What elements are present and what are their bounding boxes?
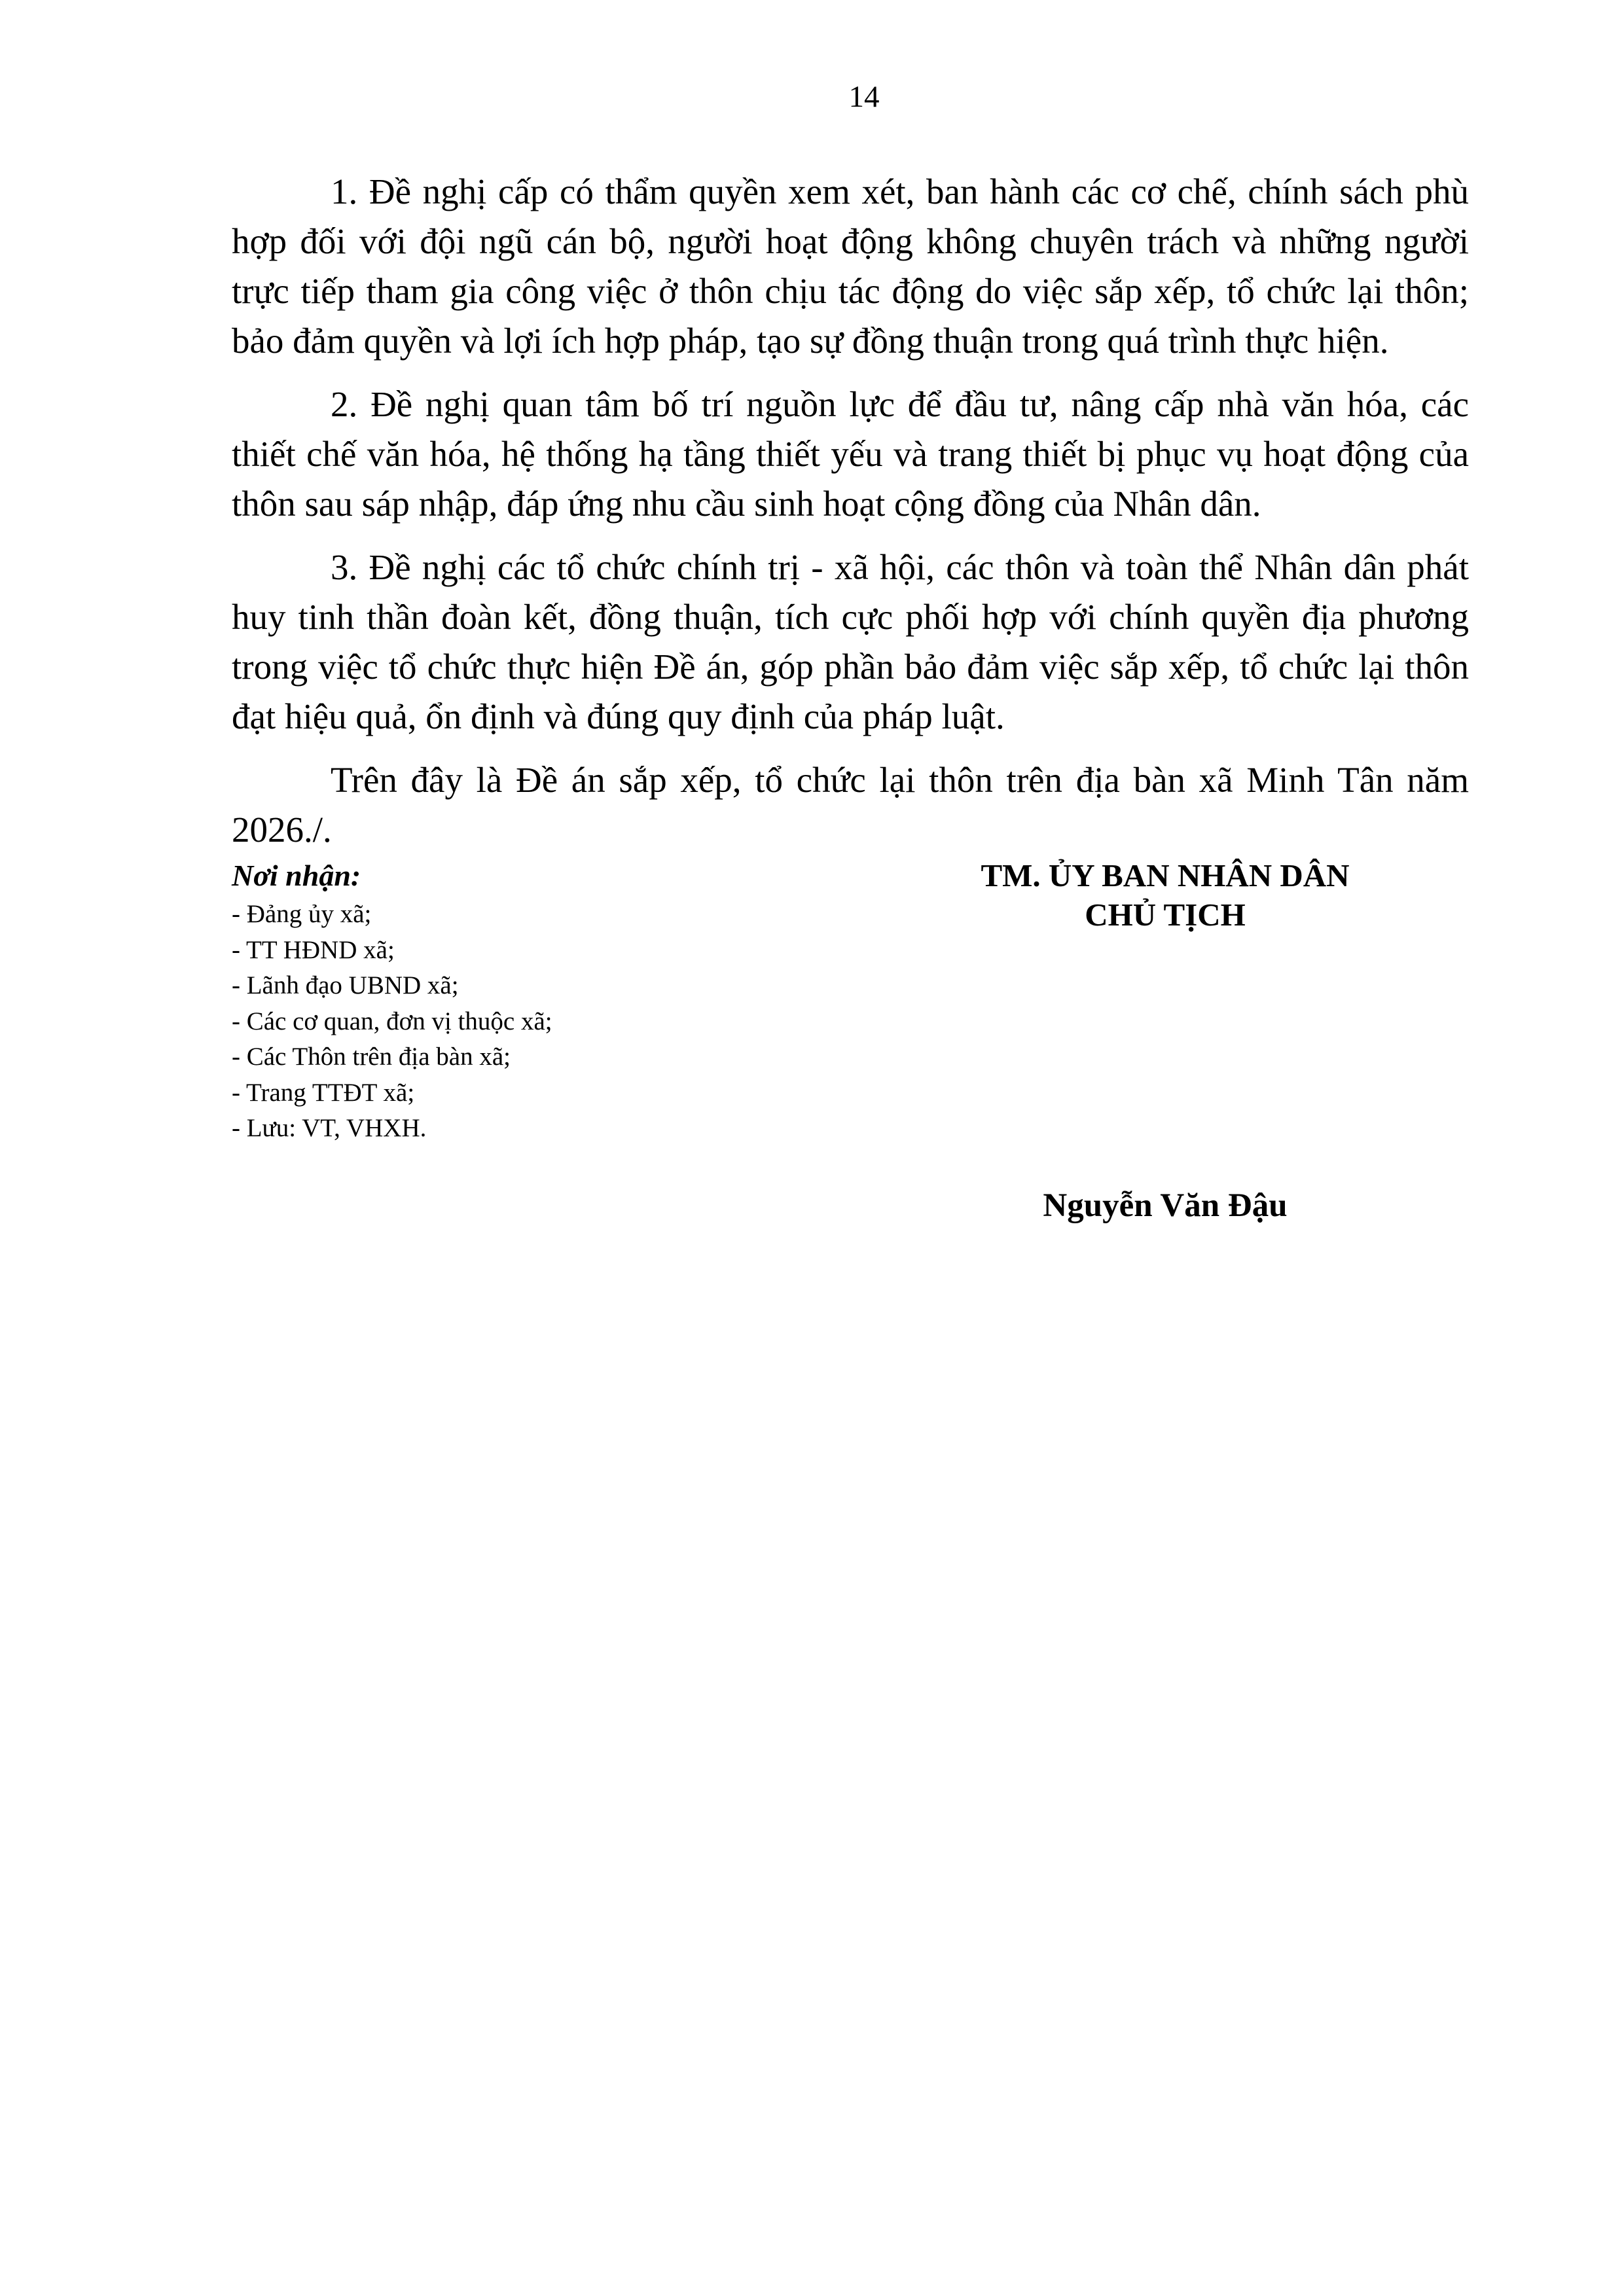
- signature-block: [884, 856, 1447, 935]
- recipient-item: - Các cơ quan, đơn vị thuộc xã;: [232, 1007, 552, 1035]
- recipient-item: - Đảng ủy xã;: [232, 900, 372, 928]
- paragraph-proposal-1: 1. Đề nghị cấp có thẩm quyền xem xét, ban hành các cơ chế, chính sách phù hợp đối với đội ngũ cán bộ, người hoạt động không chuyên trách và những người trực tiếp tham gia công việc ở thôn chịu tác động do việc sắp xếp, tổ chức lại thôn; bảo đảm quyền và lợi ích hợp pháp, tạo sự đồng thuận trong quá trình thực hiện.: [232, 171, 1469, 361]
- paragraph-conclusion: Trên đây là Đề án sắp xếp, tổ chức lại thôn trên địa bàn xã Minh Tân năm 2026./.: [232, 760, 1469, 850]
- recipient-item: - Các Thôn trên địa bàn xã;: [232, 1043, 511, 1071]
- signer-name: Nguyễn Văn Đậu: [1043, 1187, 1288, 1224]
- recipient-item: - Trang TTĐT xã;: [232, 1078, 415, 1107]
- recipients-block: [232, 856, 821, 1147]
- recipients-list: [232, 897, 821, 1147]
- document-body: [232, 167, 1469, 869]
- recipient-item: - Lãnh đạo UBND xã;: [232, 971, 459, 999]
- paragraph-proposal-3: 3. Đề nghị các tổ chức chính trị - xã hội, các thôn và toàn thể Nhân dân phát huy tinh thần đoàn kết, đồng thuận, tích cực phối hợp với chính quyền địa phương trong việc tổ chức thực hiện Đề án, góp phần bảo đảm việc sắp xếp, tổ chức lại thôn đạt hiệu quả, ổn định và đúng quy định của pháp luật.: [232, 547, 1469, 736]
- paragraph-proposal-2: 2. Đề nghị quan tâm bố trí nguồn lực để đầu tư, nâng cấp nhà văn hóa, các thiết chế văn hóa, hệ thống hạ tầng thiết yếu và trang thiết bị phục vụ hoạt động của thôn sau sáp nhập, đáp ứng nhu cầu sinh hoạt cộng đồng của Nhân dân.: [232, 384, 1469, 524]
- signature-authority: TM. ỦY BAN NHÂN DÂN: [981, 857, 1350, 893]
- page-number: 14: [848, 80, 880, 114]
- signature-position: CHỦ TỊCH: [1085, 897, 1246, 933]
- recipient-item: - Lưu: VT, VHXH.: [232, 1114, 427, 1142]
- recipients-title: Nơi nhận:: [232, 859, 361, 892]
- recipient-item: - TT HĐND xã;: [232, 935, 395, 964]
